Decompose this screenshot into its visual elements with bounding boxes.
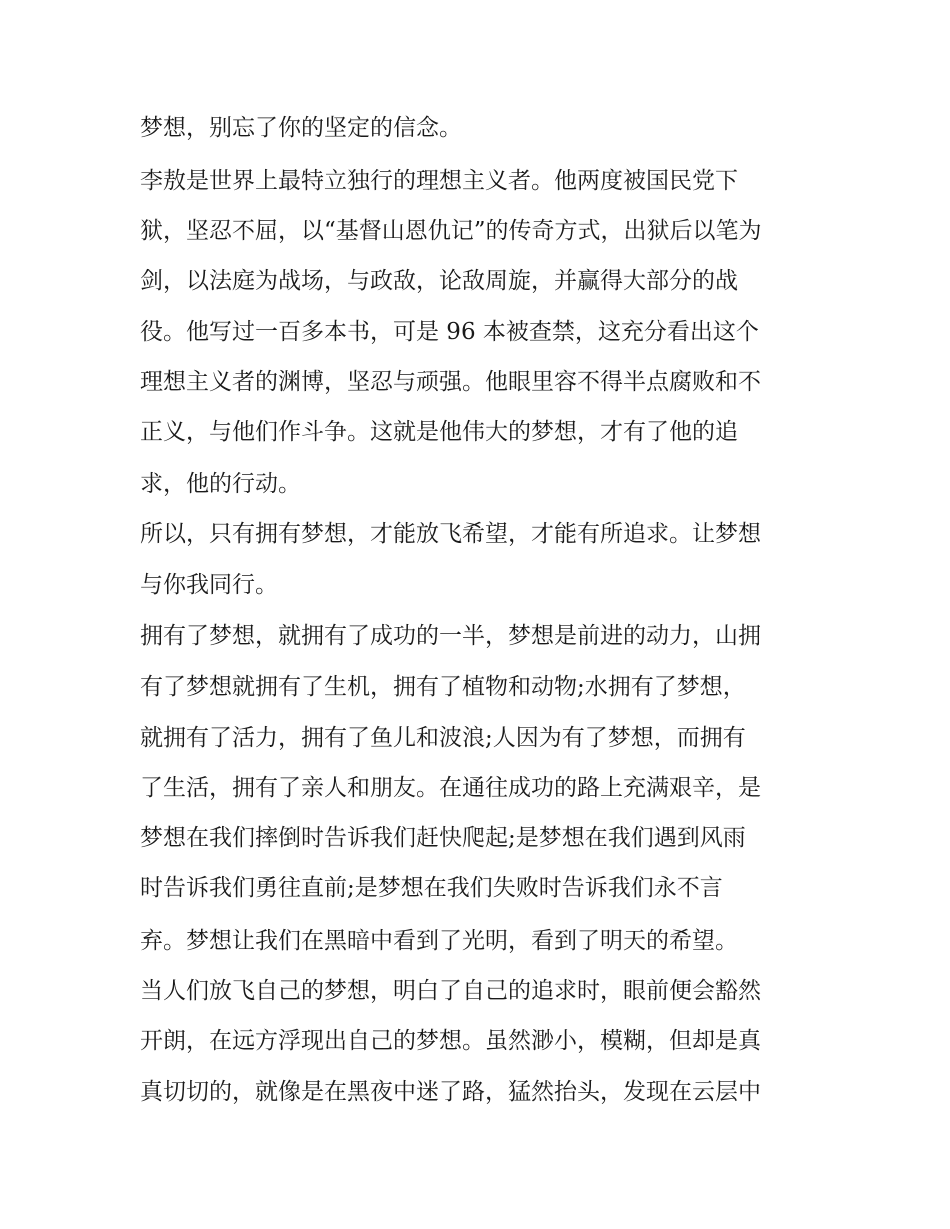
- text-line: 理想主义者的渊博，坚忍与顽强。他眼里容不得半点腐败和不: [140, 369, 761, 395]
- text-line: 了生活，拥有了亲人和朋友。在通往成功的路上充满艰辛，是: [140, 775, 761, 801]
- text-line: 李敖是世界上最特立独行的理想主义者。他两度被国民党下: [140, 168, 738, 194]
- text-line: 梦想在我们摔倒时告诉我们赶快爬起;是梦想在我们遇到风雨: [140, 825, 746, 851]
- text-line: 真切切的，就像是在黑夜中迷了路，猛然抬头，发现在云层中: [140, 1079, 761, 1105]
- text-line: 时告诉我们勇往直前;是梦想在我们失败时告诉我们永不言: [140, 875, 723, 901]
- text-line: 开朗，在远方浮现出自己的梦想。虽然渺小，模糊，但却是真: [140, 1028, 761, 1054]
- text-line: 有了梦想就拥有了生机，拥有了植物和动物;水拥有了梦想，: [140, 674, 746, 700]
- text-line: 弃。梦想让我们在黑暗中看到了光明，看到了明天的希望。: [140, 928, 738, 954]
- text-line: 求，他的行动。: [140, 471, 301, 497]
- text-line: 当人们放飞自己的梦想，明白了自己的追求时，眼前便会豁然: [140, 978, 761, 1004]
- text-line: 狱，坚忍不屈，以“基督山恩仇记”的传奇方式，出狱后以笔为: [140, 218, 762, 244]
- text-line: 就拥有了活力，拥有了鱼儿和波浪;人因为有了梦想，而拥有: [140, 725, 746, 751]
- text-line: 剑，以法庭为战场，与政敌，论敌周旋，并赢得大部分的战: [140, 268, 738, 294]
- text-line: 拥有了梦想，就拥有了成功的一半，梦想是前进的动力，山拥: [140, 623, 761, 649]
- text-line: 正义，与他们作斗争。这就是他伟大的梦想，才有了他的追: [140, 419, 738, 445]
- text-line: 役。他写过一百多本书，可是 96 本被查禁，这充分看出这个: [140, 319, 759, 345]
- text-line: 与你我同行。: [140, 572, 278, 598]
- text-line: 所以，只有拥有梦想，才能放飞希望，才能有所追求。让梦想: [140, 521, 761, 547]
- text-line: 梦想，别忘了你的坚定的信念。: [140, 115, 462, 141]
